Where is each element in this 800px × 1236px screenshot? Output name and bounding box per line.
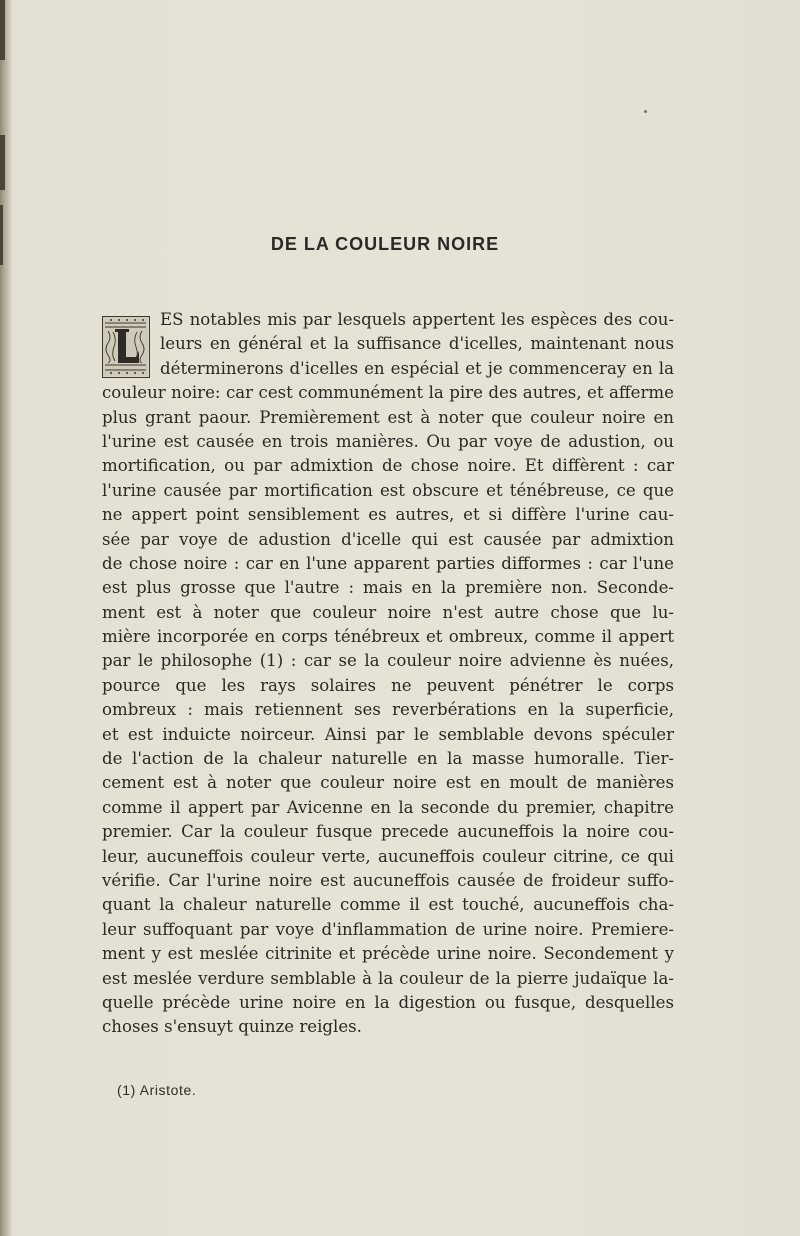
text-line: l'urine causée par mortification est obscure et ténébreuse, ce que bbox=[102, 480, 674, 500]
text-line: est plus grosse que l'autre : mais en la première non. Seconde- bbox=[102, 578, 674, 598]
binding-mark bbox=[0, 135, 5, 190]
text-line: couleur noire: car cest communément la pire des autres, et afferme bbox=[102, 383, 674, 403]
text-line: ne appert point sensiblement es autres, et si diffère l'urine cau- bbox=[102, 505, 674, 525]
chapter-title: DE LA COULEUR NOIRE bbox=[270, 234, 500, 254]
binding-mark bbox=[0, 0, 5, 60]
text-line: l'urine est causée en trois manières. Ou par voye de adustion, ou bbox=[102, 431, 674, 451]
text-line: ment est à noter que couleur noire n'est autre chose que lu- bbox=[102, 602, 674, 622]
text-line: ombreux : mais retiennent ses reverbérations en la superficie, bbox=[102, 700, 674, 720]
text-line: leur, aucuneffois couleur verte, aucuneffois couleur citrine, ce qui bbox=[102, 846, 674, 866]
text-line: mortification, ou par admixtion de chose noire. Et diffèrent : car bbox=[102, 456, 674, 476]
text-line: leurs en général et la suffisance d'icelles, maintenant nous bbox=[160, 334, 674, 354]
text-line: sée par voye de adustion d'icelle qui est causée par admixtion bbox=[102, 529, 674, 549]
text-line: quelle précède urine noire en la digestion ou fusque, desquelles bbox=[102, 992, 674, 1012]
text-line: ES notables mis par lesquels appertent les espèces des cou- bbox=[160, 310, 674, 329]
text-line: quant la chaleur naturelle comme il est touché, aucuneffois cha- bbox=[102, 895, 674, 915]
text-line: déterminerons d'icelles en espécial et je commenceray en la bbox=[160, 358, 674, 378]
text-line: choses s'ensuyt quinze reigles. bbox=[102, 1017, 362, 1037]
paper-speck bbox=[644, 110, 647, 113]
footnote: (1) Aristote. bbox=[117, 1082, 197, 1098]
text-line: pource que les rays solaires ne peuvent pénétrer le corps bbox=[102, 675, 674, 695]
text-line: de l'action de la chaleur naturelle en la masse humoralle. Tier- bbox=[102, 749, 674, 769]
text-line: comme il appert par Avicenne en la seconde du premier, chapitre bbox=[102, 797, 674, 817]
text-line: vérifie. Car l'urine noire est aucuneffois causée de froideur suffo- bbox=[102, 870, 674, 890]
text-line: de chose noire : car en l'une apparent parties difformes : car l'une bbox=[102, 553, 674, 573]
text-line: mière incorporée en corps ténébreux et ombreux, comme il appert bbox=[102, 627, 674, 647]
body-text bbox=[102, 308, 674, 1040]
text-line: leur suffoquant par voye d'inflammation de urine noire. Premiere- bbox=[102, 919, 674, 939]
text-line: plus grant paour. Premièrement est à noter que couleur noire en bbox=[102, 407, 674, 427]
text-line: premier. Car la couleur fusque precede aucuneffois la noire cou- bbox=[102, 822, 674, 842]
text-line: cement est à noter que couleur noire est en moult de manières bbox=[102, 773, 674, 793]
text-line: et est induicte noirceur. Ainsi par le semblable devons spéculer bbox=[102, 724, 674, 744]
text-line: est meslée verdure semblable à la couleur de la pierre judaïque la- bbox=[102, 968, 674, 988]
text-line: par le philosophe (1) : car se la couleur noire advienne ès nuées, bbox=[102, 651, 674, 671]
text-line: ment y est meslée citrinite et précède urine noire. Secondement y bbox=[102, 944, 674, 964]
